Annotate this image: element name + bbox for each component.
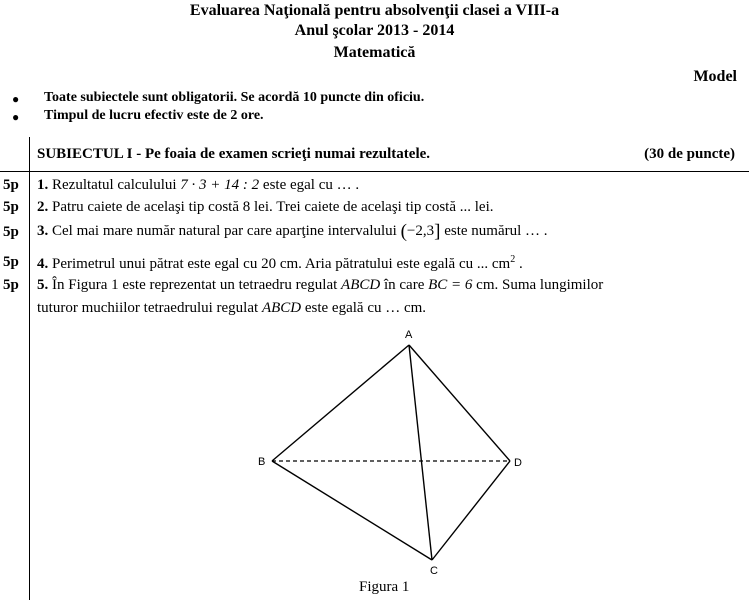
vertex-label-d: D <box>514 457 522 469</box>
question-text: este egal cu … . <box>259 177 360 193</box>
edge-ad <box>409 345 510 461</box>
question-number: 5. <box>37 277 49 293</box>
question-points: 5p <box>3 277 19 293</box>
bullet-item-2: Timpul de lucru efectiv este de 2 ore. <box>44 108 264 123</box>
question-number: 4. <box>37 256 49 272</box>
question-points: 5p <box>3 254 19 270</box>
question-points: 5p <box>3 177 19 193</box>
question-points: 5p <box>3 224 19 240</box>
question-text: Rezultatul calculului <box>48 177 181 193</box>
math-expression: BC = 6 <box>428 277 473 293</box>
unit: cm <box>491 256 511 272</box>
section-title-rest: - Pe foaia de examen scrieţi numai rezultatele. <box>132 146 431 162</box>
section-points: (30 de puncte) <box>644 146 735 162</box>
school-year: Anul şcolar 2013 - 2014 <box>294 22 455 39</box>
question-number: 1. <box>37 177 49 193</box>
edge-bc <box>272 461 432 560</box>
subject-name: Matematică <box>333 44 416 61</box>
question-text: . <box>515 256 523 272</box>
edge-ab <box>272 345 409 461</box>
bullet-icon: ● <box>12 110 20 124</box>
vertex-label-a: A <box>405 329 413 341</box>
figure-caption: Figura 1 <box>359 579 410 595</box>
vertex-label-c: C <box>430 565 438 577</box>
math-expression: 7 · 3 + 14 : 2 <box>180 177 260 193</box>
question-text: Patru caiete de acelaşi tip costă 8 lei. Trei caiete de acelaşi tip costă ... lei. <box>48 199 494 215</box>
bullet-icon: ● <box>12 92 20 106</box>
math-expression: ABCD <box>261 300 302 316</box>
question-text: este numărul … . <box>440 223 548 239</box>
question-text: Cel mai mare număr natural par care aparţine intervalului <box>48 223 401 239</box>
question-number: 3. <box>37 223 49 239</box>
math-expression: 20 cm <box>261 256 299 272</box>
question-text: tuturor muchiilor tetraedrului regulat <box>37 300 262 316</box>
interval-expression: −2,3 <box>406 223 435 239</box>
model-label: Model <box>693 68 737 85</box>
edge-ac <box>409 345 432 560</box>
math-expression: ABCD <box>341 277 381 293</box>
question-points: 5p <box>3 199 19 215</box>
question-text: Perimetrul unui pătrat este egal cu <box>48 256 262 272</box>
section-title-bold: SUBIECTUL I <box>37 146 133 162</box>
question-text: . Aria pătratului este egală cu ... <box>298 256 492 272</box>
interval-close-bracket: ] <box>434 221 441 242</box>
unit-exponent: 2 <box>510 254 516 265</box>
interval-open-paren: ( <box>400 221 407 242</box>
bullet-item-1: Toate subiectele sunt obligatorii. Se acordă 10 puncte din oficiu. <box>44 90 425 105</box>
question-text: cm. Suma lungimilor <box>472 277 604 293</box>
question-text: în care <box>380 277 429 293</box>
edge-dc <box>432 461 510 560</box>
exam-title: Evaluarea Naţională pentru absolvenţii clasei a VIII-a <box>189 2 560 19</box>
question-number: 2. <box>37 199 49 215</box>
question-text: În Figura 1 este reprezentat un tetraedru regulat <box>48 277 342 293</box>
vertex-label-b: B <box>258 456 266 468</box>
question-text: este egală cu … cm. <box>301 300 427 316</box>
